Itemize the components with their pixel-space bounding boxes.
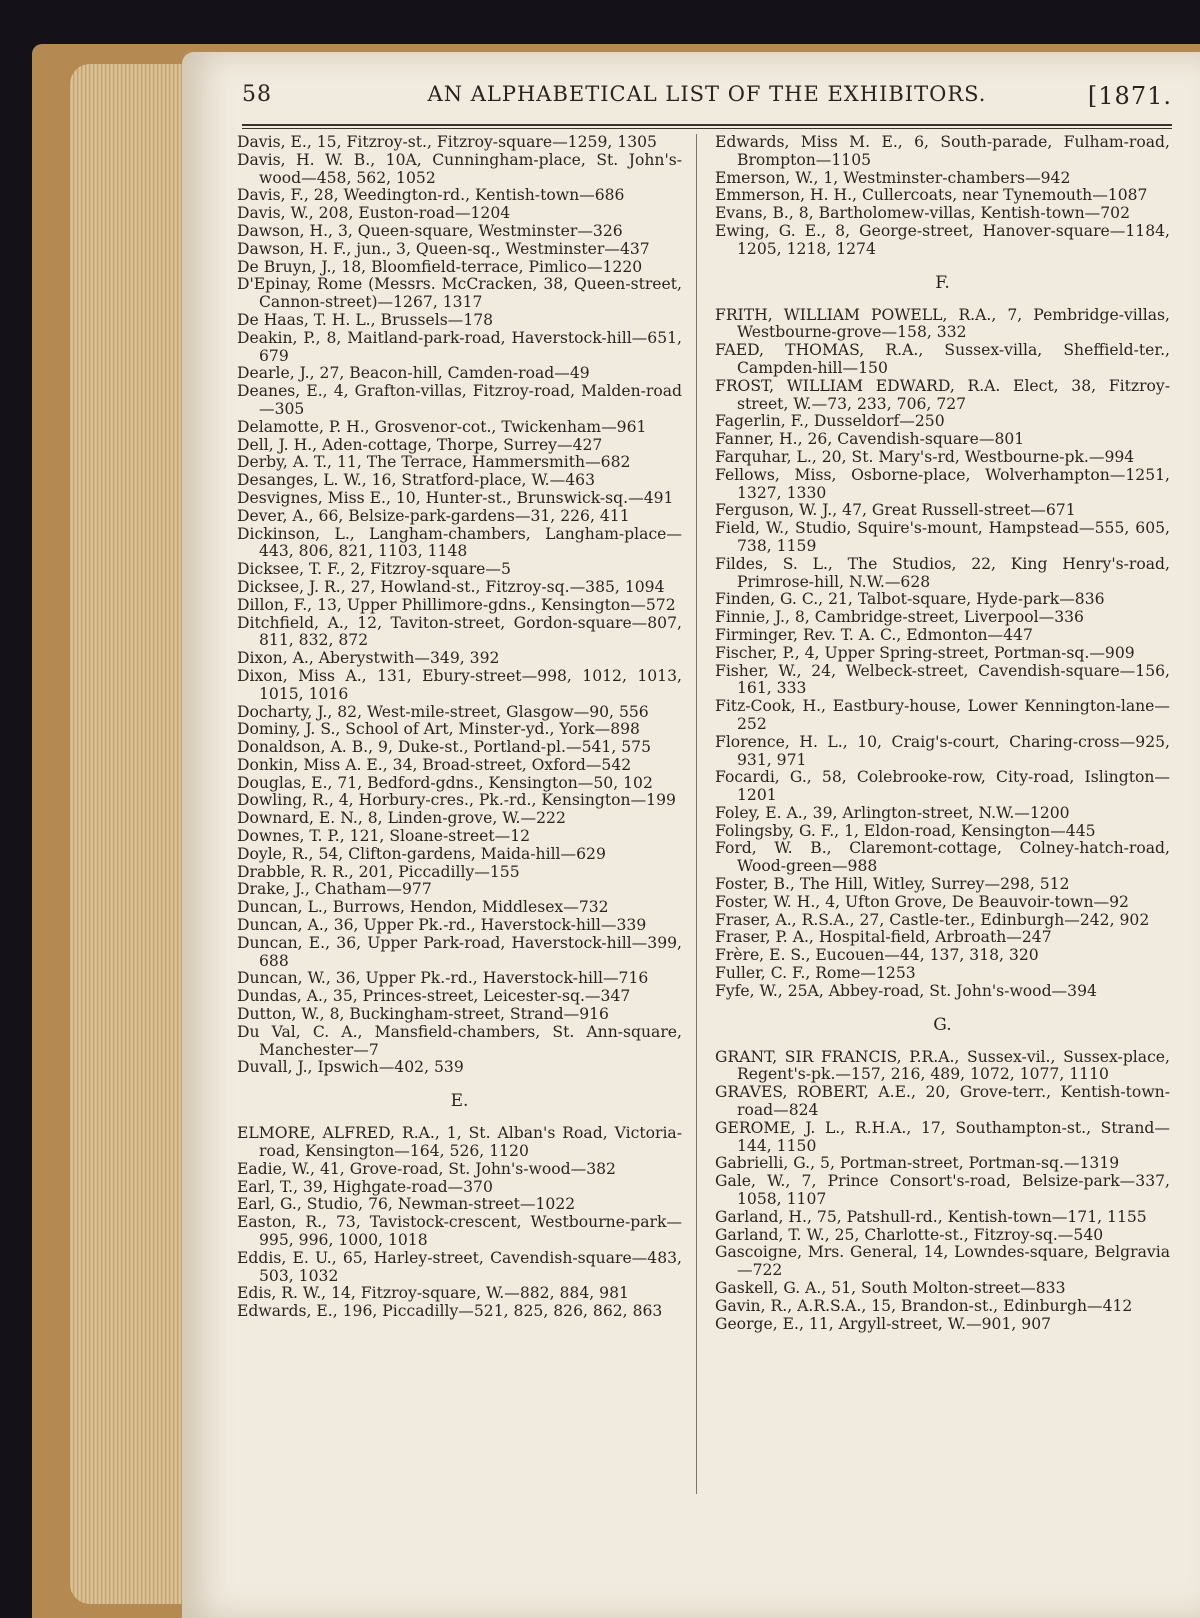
exhibitor-entry: Dell, J. H., Aden-cottage, Thorpe, Surrey—427: [237, 435, 603, 454]
exhibitor-entry: Gaskell, G. A., 51, South Molton-street—833: [715, 1279, 1066, 1298]
right-column: [715, 134, 1170, 1333]
exhibitor-entry: Dowling, R., 4, Horbury-cres., Pk.-rd., Kensington—199: [237, 791, 676, 810]
running-title: AN ALPHABETICAL LIST OF THE EXHIBITORS.: [427, 82, 987, 106]
exhibitor-entry: Fanner, H., 26, Cavendish-square—801: [715, 430, 1025, 449]
exhibitor-entry: Ford, W. B., Claremont-cottage, Colney-hatch-road, Wood-green—988: [715, 839, 1170, 876]
exhibitor-entry: Eadie, W., 41, Grove-road, St. John's-wood—382: [237, 1159, 616, 1178]
exhibitor-entry: Du Val, C. A., Mansfield-chambers, St. Ann-square, Manchester—7: [237, 1022, 682, 1059]
exhibitor-entry: Duncan, L., Burrows, Hendon, Middlesex—732: [237, 898, 609, 917]
exhibitor-entry: Dillon, F., 13, Upper Phillimore-gdns., Kensington—572: [237, 595, 676, 614]
exhibitor-entry: Gavin, R., A.R.S.A., 15, Brandon-st., Edinburgh—412: [715, 1296, 1133, 1315]
exhibitor-entry: De Haas, T. H. L., Brussels—178: [237, 310, 494, 329]
exhibitor-entry: Duncan, W., 36, Upper Pk.-rd., Haverstock-hill—716: [237, 969, 649, 988]
exhibitor-entry: Ferguson, W. J., 47, Great Russell-street—671: [715, 501, 1076, 520]
exhibitor-entry: Dixon, A., Aberystwith—349, 392: [237, 649, 500, 668]
exhibitor-entry: FRITH, WILLIAM POWELL, R.A., 7, Pembridge-villas, Westbourne-grove—158, 332: [715, 305, 1170, 342]
exhibitor-entry: Emerson, W., 1, Westminster-chambers—942: [715, 168, 1071, 187]
exhibitor-entry: Frère, E. S., Eucouen—44, 137, 318, 320: [715, 946, 1039, 965]
exhibitor-entry: Davis, F., 28, Weedington-rd., Kentish-town—686: [237, 186, 625, 205]
exhibitor-entry: Doyle, R., 54, Clifton-gardens, Maida-hill—629: [237, 844, 606, 863]
header-rule: [242, 124, 1172, 126]
book-page: [182, 52, 1200, 1618]
exhibitor-entry: Drabble, R. R., 201, Piccadilly—155: [237, 862, 520, 881]
exhibitor-entry: Donkin, Miss A. E., 34, Broad-street, Oxford—542: [237, 755, 632, 774]
exhibitor-entry: Edwards, E., 196, Piccadilly—521, 825, 826, 862, 863: [237, 1302, 663, 1321]
exhibitor-entry: Dearle, J., 27, Beacon-hill, Camden-road—49: [237, 364, 590, 383]
exhibitor-entry: Downard, E. N., 8, Linden-grove, W.—222: [237, 809, 566, 828]
exhibitor-entry: GRAVES, ROBERT, A.E., 20, Grove-terr., Kentish-town-road—824: [715, 1083, 1170, 1120]
exhibitor-entry: Delamotte, P. H., Grosvenor-cot., Twickenham—961: [237, 417, 647, 436]
exhibitor-entry: Dixon, Miss A., 131, Ebury-street—998, 1012, 1013, 1015, 1016: [237, 666, 682, 703]
section-e-continued-entries: [715, 134, 1170, 259]
exhibitor-entry: GRANT, SIR FRANCIS, P.R.A., Sussex-vil., Sussex-place, Regent's-pk.—157, 216, 489, 1072, 1077, 1110: [715, 1047, 1170, 1084]
exhibitor-entry: Firminger, Rev. T. A. C., Edmonton—447: [715, 625, 1033, 644]
exhibitor-entry: Finden, G. C., 21, Talbot-square, Hyde-park—836: [715, 590, 1105, 609]
exhibitor-entry: Desvignes, Miss E., 10, Hunter-st., Brunswick-sq.—491: [237, 488, 674, 507]
exhibitor-entry: Duncan, A., 36, Upper Pk.-rd., Haverstock-hill—339: [237, 916, 647, 935]
section-heading-f: F.: [935, 272, 950, 293]
exhibitor-entry: Davis, E., 15, Fitzroy-st., Fitzroy-square—1259, 1305: [237, 133, 657, 151]
section-heading-g: G.: [933, 1014, 952, 1035]
exhibitor-entry: Edwards, Miss M. E., 6, South-parade, Fulham-road, Brompton—1105: [715, 133, 1170, 169]
exhibitor-entry: Fitz-Cook, H., Eastbury-house, Lower Kennington-lane—252: [715, 697, 1170, 733]
exhibitor-entry: Davis, H. W. B., 10A, Cunningham-place, St. John's-wood—458, 562, 1052: [237, 150, 682, 187]
exhibitor-entry: FROST, WILLIAM EDWARD, R.A. Elect, 38, Fitzroy-street, W.—73, 233, 706, 727: [715, 376, 1170, 413]
page-header: [242, 82, 1172, 118]
exhibitor-entry: Douglas, E., 71, Bedford-gdns., Kensington—50, 102: [237, 773, 653, 792]
exhibitor-entry: Donaldson, A. B., 9, Duke-st., Portland-pl.—541, 575: [237, 738, 652, 757]
exhibitor-entry: Folingsby, G. F., 1, Eldon-road, Kensington—445: [715, 821, 1096, 840]
exhibitor-entry: Docharty, J., 82, West-mile-street, Glasgow—90, 556: [237, 702, 649, 721]
exhibitor-entry: Dutton, W., 8, Buckingham-street, Strand—916: [237, 1005, 609, 1024]
exhibitor-entry: Derby, A. T., 11, The Terrace, Hammersmith—682: [237, 453, 631, 472]
exhibitor-entry: Fellows, Miss, Osborne-place, Wolverhampton—1251, 1327, 1330: [715, 465, 1170, 502]
exhibitor-entry: GEROME, J. L., R.H.A., 17, Southampton-st., Strand—144, 1150: [715, 1118, 1170, 1155]
section-f-entries: [715, 307, 1170, 1001]
section-e-entries: [237, 1125, 682, 1321]
page-number: 58: [242, 82, 272, 107]
exhibitor-entry: Foster, B., The Hill, Witley, Surrey—298, 512: [715, 875, 1070, 894]
exhibitor-entry: Florence, H. L., 10, Craig's-court, Charing-cross—925, 931, 971: [715, 732, 1170, 769]
exhibitor-entry: Dicksee, T. F., 2, Fitzroy-square—5: [237, 560, 511, 579]
exhibitor-entry: George, E., 11, Argyll-street, W.—901, 907: [715, 1314, 1052, 1333]
exhibitor-entry: Duvall, J., Ipswich—402, 539: [237, 1058, 464, 1077]
section-g-entries: [715, 1049, 1170, 1334]
exhibitor-entry: Deanes, E., 4, Grafton-villas, Fitzroy-road, Malden-road—305: [237, 382, 682, 418]
exhibitor-entry: Focardi, G., 58, Colebrooke-row, City-road, Islington—1201: [715, 768, 1170, 805]
section-d-entries: [237, 134, 682, 1077]
exhibitor-entry: Earl, T., 39, Highgate-road—370: [237, 1177, 493, 1196]
exhibitor-entry: Emmerson, H. H., Cullercoats, near Tynemouth—1087: [715, 186, 1148, 205]
header-rule-thin: [242, 128, 1172, 129]
exhibitor-entry: Desanges, L. W., 16, Stratford-place, W.—463: [237, 471, 595, 490]
exhibitor-entry: Dever, A., 66, Belsize-park-gardens—31, 226, 411: [237, 506, 630, 525]
exhibitor-entry: Eddis, E. U., 65, Harley-street, Cavendish-square—483, 503, 1032: [237, 1248, 682, 1285]
exhibitor-entry: Dicksee, J. R., 27, Howland-st., Fitzroy-sq.—385, 1094: [237, 577, 665, 596]
exhibitor-entry: Dundas, A., 35, Princes-street, Leicester-sq.—347: [237, 987, 631, 1006]
column-divider: [696, 134, 697, 1494]
exhibitor-entry: Davis, W., 208, Euston-road—1204: [237, 204, 511, 223]
exhibitor-entry: Gale, W., 7, Prince Consort's-road, Belsize-park—337, 1058, 1107: [715, 1172, 1170, 1209]
exhibitor-entry: Ditchfield, A., 12, Taviton-street, Gordon-square—807, 811, 832, 872: [237, 613, 682, 650]
exhibitor-entry: Drake, J., Chatham—977: [237, 880, 432, 899]
exhibitor-entry: Ewing, G. E., 8, George-street, Hanover-square—1184, 1205, 1218, 1274: [715, 221, 1170, 258]
exhibitor-entry: ELMORE, ALFRED, R.A., 1, St. Alban's Road, Victoria-road, Kensington—164, 526, 1120: [237, 1124, 682, 1161]
exhibitor-entry: Fyfe, W., 25A, Abbey-road, St. John's-wood—394: [715, 981, 1097, 1000]
exhibitor-entry: Field, W., Studio, Squire's-mount, Hampstead—555, 605, 738, 1159: [715, 519, 1170, 555]
exhibitor-entry: Easton, R., 73, Tavistock-crescent, Westbourne-park—995, 996, 1000, 1018: [237, 1213, 682, 1250]
exhibitor-entry: Fuller, C. F., Rome—1253: [715, 964, 916, 983]
exhibitor-entry: De Bruyn, J., 18, Bloomfield-terrace, Pimlico—1220: [237, 257, 643, 276]
exhibitor-entry: Garland, H., 75, Patshull-rd., Kentish-town—171, 1155: [715, 1207, 1147, 1226]
page-block-edge: [70, 64, 190, 1604]
exhibitor-entry: Garland, T. W., 25, Charlotte-st., Fitzroy-sq.—540: [715, 1225, 1104, 1244]
exhibitor-entry: Earl, G., Studio, 76, Newman-street—1022: [237, 1195, 576, 1214]
exhibitor-entry: Farquhar, L., 20, St. Mary's-rd, Westbourne-pk.—994: [715, 447, 1135, 466]
exhibitor-entry: Foster, W. H., 4, Ufton Grove, De Beauvoir-town—92: [715, 892, 1129, 911]
exhibitor-entry: Dickinson, L., Langham-chambers, Langham-place—443, 806, 821, 1103, 1148: [237, 524, 682, 561]
exhibitor-entry: Duncan, E., 36, Upper Park-road, Haverstock-hill—399, 688: [237, 933, 682, 970]
exhibitor-entry: Finnie, J., 8, Cambridge-street, Liverpool—336: [715, 608, 1084, 627]
exhibitor-entry: Edis, R. W., 14, Fitzroy-square, W.—882, 884, 981: [237, 1284, 629, 1303]
exhibitor-entry: Evans, B., 8, Bartholomew-villas, Kentish-town—702: [715, 204, 1130, 223]
left-column: [237, 134, 682, 1321]
exhibitor-entry: Fagerlin, F., Dusseldorf—250: [715, 412, 945, 431]
exhibitor-entry: Dawson, H., 3, Queen-square, Westminster—326: [237, 221, 623, 240]
exhibitor-entry: Fildes, S. L., The Studios, 22, King Henry's-road, Primrose-hill, N.W.—628: [715, 554, 1170, 591]
header-year: [1871.: [1087, 82, 1172, 110]
exhibitor-entry: Deakin, P., 8, Maitland-park-road, Haverstock-hill—651, 679: [237, 328, 682, 365]
exhibitor-entry: Fraser, P. A., Hospital-field, Arbroath—247: [715, 928, 1052, 947]
exhibitor-entry: Gascoigne, Mrs. General, 14, Lowndes-square, Belgravia—722: [715, 1243, 1170, 1280]
section-heading-e: E.: [450, 1091, 469, 1112]
exhibitor-entry: Foley, E. A., 39, Arlington-street, N.W.—1200: [715, 803, 1070, 822]
exhibitor-entry: D'Epinay, Rome (Messrs. McCracken, 38, Queen-street, Cannon-street)—1267, 1317: [237, 275, 682, 312]
exhibitor-entry: Dominy, J. S., School of Art, Minster-yd., York—898: [237, 720, 640, 739]
exhibitor-entry: Downes, T. P., 121, Sloane-street—12: [237, 827, 531, 846]
exhibitor-entry: Gabrielli, G., 5, Portman-street, Portman-sq.—1319: [715, 1154, 1120, 1173]
exhibitor-entry: Fraser, A., R.S.A., 27, Castle-ter., Edinburgh—242, 902: [715, 910, 1150, 929]
exhibitor-entry: Fisher, W., 24, Welbeck-street, Cavendish-square—156, 161, 333: [715, 661, 1170, 698]
exhibitor-entry: Dawson, H. F., jun., 3, Queen-sq., Westminster—437: [237, 239, 650, 258]
exhibitor-entry: FAED, THOMAS, R.A., Sussex-villa, Sheffield-ter., Campden-hill—150: [715, 341, 1170, 377]
exhibitor-entry: Fischer, P., 4, Upper Spring-street, Portman-sq.—909: [715, 643, 1135, 662]
